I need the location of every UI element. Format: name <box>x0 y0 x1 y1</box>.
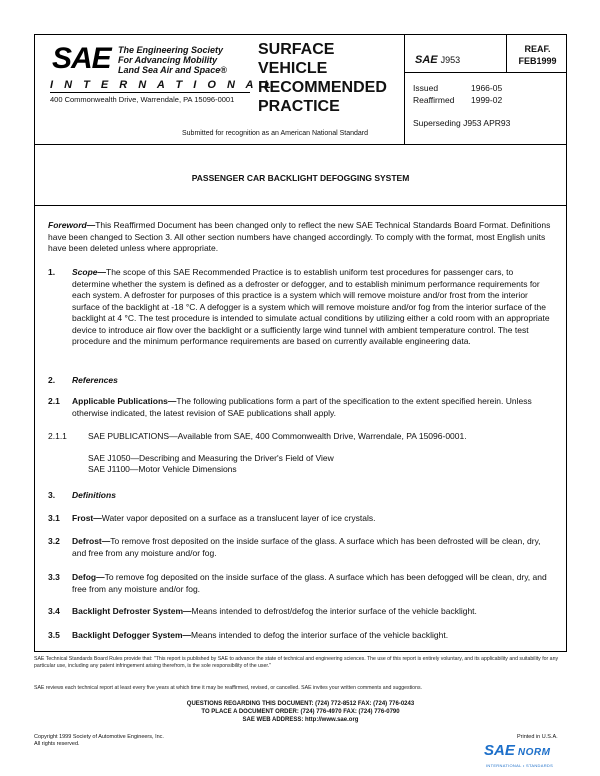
section-text: Available from SAE, 400 Commonwealth Drive, Warrendale, PA 15096-0001. <box>177 431 467 441</box>
section-text: The following publications form a part of the specification to the extent specified herein. Unless otherwise indicated, the latest revision of SAE publications shall apply. <box>72 396 532 418</box>
section-applicable-publications <box>72 396 552 419</box>
section-sae-publications <box>88 431 553 443</box>
contact-web: SAE WEB ADDRESS: http://www.sae.org <box>242 717 359 723</box>
international-label: I N T E R N A T I O N A L <box>50 79 275 91</box>
section-label: Frost— <box>72 513 102 523</box>
footer-review-note: SAE reviews each technical report at least every five years at which time it may be reaffirmed, revised, or cancelled. SAE invites your written comments and suggestions. <box>34 685 422 691</box>
section-number: 3.2 <box>48 536 60 546</box>
international-underline <box>50 92 250 93</box>
section-label: Defrost— <box>72 536 111 546</box>
section-label: Definitions <box>72 490 116 500</box>
issued-date: 1966-05 <box>471 83 503 93</box>
section-number: 3.3 <box>48 572 60 582</box>
reaf-label: REAF. <box>524 44 551 54</box>
section-number: 1. <box>48 267 56 277</box>
watermark-norm: NORM <box>517 747 551 758</box>
section-text: The scope of this SAE Recommended Practice is to establish uniform test procedures for passenger cars, to determine whether the system is defined as a defroster or defogger, and to establish minimum performance requirements for each system. A defroster for purposes of this practice is a system which will remove moisture and/or frost from the interior surface of the backlight at -18 °C. A defogger is a system which will remove moisture and/or fog from the interior surface of the backlight at 4 °C. The test procedure is intended to simulate actual conditions by utilizing either a cold room with an appropriate device to introduce air flow over the backlight or a sufficiently large wind tunnel with ambient temperature control. The test procedure and the minimum performance requirements are based on currently available engineering data. <box>72 267 550 346</box>
section-scope <box>72 267 552 348</box>
logo-tagline-line: The Engineering Society <box>118 45 224 55</box>
section-text: Means intended to defrost/defog the interior surface of the vehicle backlight. <box>191 606 477 616</box>
section-text: To remove frost deposited on the inside surface of the glass. A surface which has been defrosted will be clean, dry, and free from any moisture and/or fog. <box>72 536 541 558</box>
section-number: 2.1.1 <box>48 431 67 441</box>
section-label: Applicable Publications— <box>72 396 177 406</box>
logo-tagline-line: For Advancing Mobility <box>118 55 218 65</box>
definition-defog <box>72 572 552 595</box>
contact-info <box>34 700 567 724</box>
logo-tagline-line: Land Sea Air and Space® <box>118 65 227 75</box>
doc-type-line: SURFACE <box>258 41 335 58</box>
reaffirmed-label: Reaffirmed <box>413 95 455 105</box>
header-divider <box>34 144 567 145</box>
definition-defrost <box>72 536 552 559</box>
doc-type-line: PRACTICE <box>258 98 340 115</box>
footer-rules-note: SAE Technical Standards Board Rules provide that: "This report is published by SAE to advance the state of technical and engineering sciences. The use of this report is entirely voluntary, and its applicability and suitability for any particular use, including any patent infringement arising therefrom, is the sole responsibility of the user." <box>34 656 559 669</box>
doc-number: J953 <box>440 55 461 65</box>
section-label: References <box>72 375 118 385</box>
section-number: 2. <box>48 375 56 385</box>
section-text: Means intended to defog the interior surface of the vehicle backlight. <box>191 630 449 640</box>
definition-defroster-system <box>72 606 552 618</box>
header-hdivider <box>404 72 567 73</box>
watermark-subtitle: INTERNATIONAL • STANDARDS <box>486 763 554 768</box>
doc-prefix: SAE <box>415 54 438 66</box>
submitted-note: Submitted for recognition as an American National Standard <box>182 130 368 137</box>
contact-questions: QUESTIONS REGARDING THIS DOCUMENT: (724) 772-8512 FAX: (724) 776-0243 <box>186 701 415 707</box>
section-label: Backlight Defroster System— <box>72 606 192 616</box>
section-number: 2.1 <box>48 396 60 406</box>
section-number: 3.5 <box>48 630 60 640</box>
section-label: Scope— <box>72 267 107 277</box>
rights-line: All rights reserved. <box>34 741 80 747</box>
copyright-line: Copyright 1999 Society of Automotive Engineers, Inc. <box>34 734 164 740</box>
section-label: Backlight Defogger System— <box>72 630 192 640</box>
watermark-brand: SAE <box>484 742 515 759</box>
section-number: 3. <box>48 490 56 500</box>
issued-label: Issued <box>413 83 439 93</box>
section-text: Water vapor deposited on a surface as a translucent layer of ice crystals. <box>101 513 376 523</box>
section-number: 3.4 <box>48 606 60 616</box>
section-number: 3.1 <box>48 513 60 523</box>
reference-item: SAE J1100—Motor Vehicle Dimensions <box>88 464 237 474</box>
doc-type-line: VEHICLE <box>258 60 328 77</box>
document-type <box>258 40 408 116</box>
section-label: Defog— <box>72 572 105 582</box>
document-number <box>415 54 460 66</box>
sae-address: 400 Commonwealth Drive, Warrendale, PA 15096-0001 <box>50 95 235 104</box>
contact-order: TO PLACE A DOCUMENT ORDER: (724) 776-4970 FAX: (724) 776-0790 <box>201 709 400 715</box>
foreword-text: This Reaffirmed Document has been changed only to reflect the new SAE Technical Standards Board Format. Definitions have been changed to Section 3. All other section numbers have changed accordingly. To comply with the format, most English units have been deleted unless where appropriate. <box>48 220 551 253</box>
definition-defogger-system <box>72 630 552 642</box>
title-divider <box>34 205 567 206</box>
foreword-paragraph <box>48 220 553 255</box>
document-title: PASSENGER CAR BACKLIGHT DEFOGGING SYSTEM <box>191 173 410 183</box>
doc-type-line: RECOMMENDED <box>258 79 387 96</box>
reaf-date: FEB1999 <box>518 56 557 66</box>
sae-norm-watermark <box>484 742 550 759</box>
superseding-note: Superseding J953 APR93 <box>413 118 511 128</box>
sae-logo: SAE <box>52 42 111 75</box>
copyright <box>34 734 164 748</box>
header-vdivider-2 <box>506 34 507 72</box>
definition-frost <box>72 513 552 525</box>
reaffirmed-date: 1999-02 <box>471 95 503 105</box>
section-label: SAE PUBLICATIONS— <box>88 431 178 441</box>
logo-tagline <box>118 45 258 75</box>
foreword-label: Foreword— <box>48 220 96 230</box>
section-text: To remove fog deposited on the inside surface of the glass. A surface which has been defogged will be clean, dry, and free from any moisture and/or fog. <box>72 572 547 594</box>
section-definitions <box>72 490 552 502</box>
section-references <box>72 375 552 387</box>
reference-item: SAE J1050—Describing and Measuring the Driver's Field of View <box>88 453 334 463</box>
printed-note: Printed in U.S.A. <box>517 734 558 740</box>
document-dates <box>413 82 502 106</box>
reaffirmation-box <box>510 43 565 67</box>
